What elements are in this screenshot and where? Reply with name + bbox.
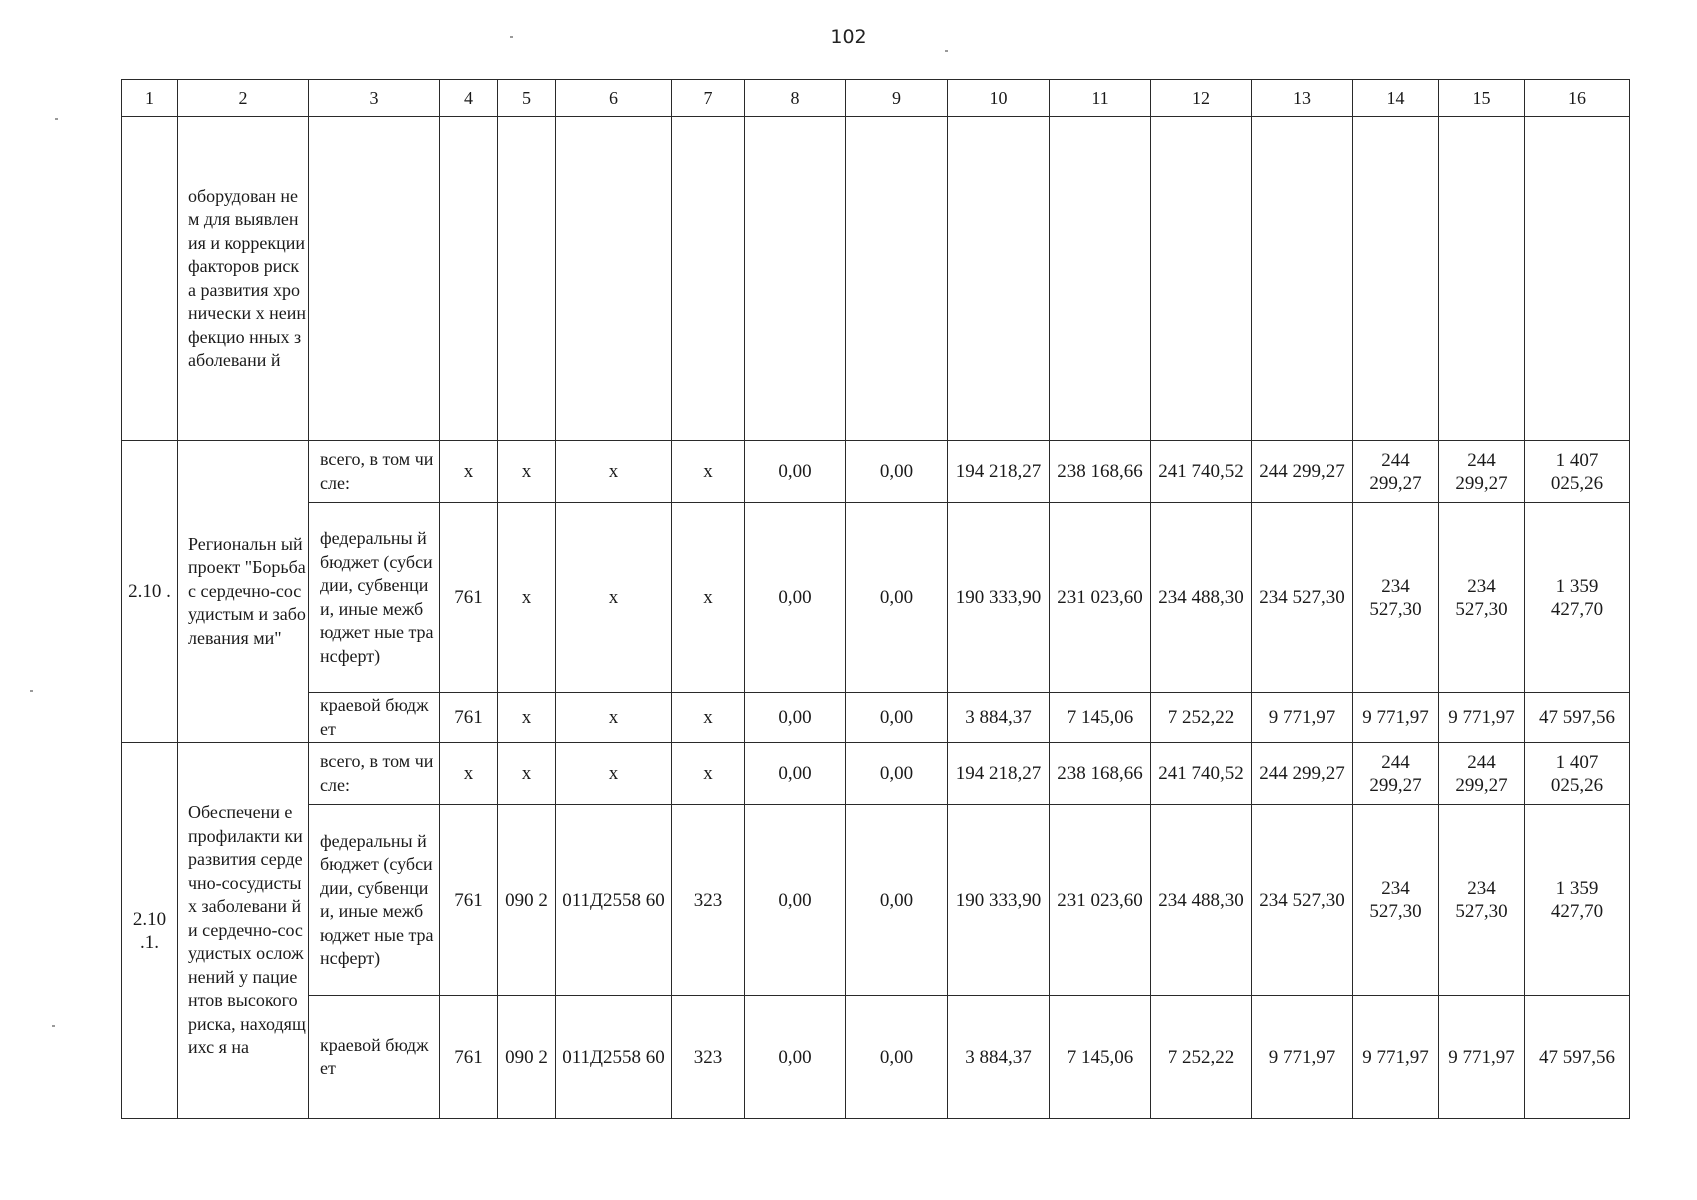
value-cell: x: [498, 743, 556, 805]
value-cell: 9 771,97: [1439, 693, 1525, 743]
row-index-cell: [122, 117, 178, 441]
value-cell: 231 023,60: [1050, 503, 1151, 693]
empty-cell: [1439, 117, 1525, 441]
value-cell: 011Д2558 60: [556, 805, 672, 996]
value-cell: 241 740,52: [1151, 743, 1252, 805]
value-cell: 3 884,37: [948, 693, 1050, 743]
empty-cell: [745, 117, 846, 441]
row-2-10-total: [122, 441, 1630, 503]
value-cell: 234 527,30: [1252, 805, 1353, 996]
header-cell: 14: [1353, 80, 1439, 117]
header-cell: 8: [745, 80, 846, 117]
funding-source-cell: федеральны й бюджет (субсидии, субвенции, иные межбюджет ные трансферт): [309, 805, 440, 996]
value-cell: 0,00: [846, 996, 948, 1119]
value-cell: 190 333,90: [948, 805, 1050, 996]
continuation-row: [122, 117, 1630, 441]
value-cell: 761: [440, 693, 498, 743]
value-cell: 1 407 025,26: [1525, 743, 1630, 805]
empty-cell: [498, 117, 556, 441]
value-cell: 3 884,37: [948, 996, 1050, 1119]
value-cell: 761: [440, 805, 498, 996]
value-cell: x: [672, 503, 745, 693]
value-cell: 0,00: [846, 441, 948, 503]
header-cell: 6: [556, 80, 672, 117]
value-cell: 1 359 427,70: [1525, 503, 1630, 693]
value-cell: x: [556, 743, 672, 805]
header-cell: 12: [1151, 80, 1252, 117]
value-cell: 194 218,27: [948, 743, 1050, 805]
value-cell: 761: [440, 996, 498, 1119]
value-cell: x: [672, 743, 745, 805]
value-cell: 234 527,30: [1252, 503, 1353, 693]
value-cell: x: [498, 441, 556, 503]
header-row: [122, 80, 1630, 117]
value-cell: 323: [672, 805, 745, 996]
value-cell: 7 252,22: [1151, 693, 1252, 743]
header-cell: 3: [309, 80, 440, 117]
empty-cell: [556, 117, 672, 441]
empty-cell: [440, 117, 498, 441]
value-cell: 47 597,56: [1525, 693, 1630, 743]
value-cell: 0,00: [745, 805, 846, 996]
value-cell: 244 299,27: [1353, 743, 1439, 805]
value-cell: 190 333,90: [948, 503, 1050, 693]
value-cell: 0,00: [745, 693, 846, 743]
value-cell: x: [440, 743, 498, 805]
value-cell: 0,00: [745, 743, 846, 805]
header-cell: 7: [672, 80, 745, 117]
budget-table: [121, 79, 1630, 1119]
value-cell: 244 299,27: [1252, 441, 1353, 503]
value-cell: 0,00: [745, 996, 846, 1119]
empty-cell: [672, 117, 745, 441]
header-cell: 9: [846, 80, 948, 117]
header-cell: 4: [440, 80, 498, 117]
value-cell: 0,00: [745, 441, 846, 503]
value-cell: 323: [672, 996, 745, 1119]
header-cell: 11: [1050, 80, 1151, 117]
value-cell: x: [498, 503, 556, 693]
page-number: 102: [830, 26, 867, 48]
funding-source-cell: федеральны й бюджет (субсидии, субвенции, иные межбюджет ные трансферт): [309, 503, 440, 693]
row-2-10-regional: [122, 693, 1630, 743]
value-cell: 234 488,30: [1151, 503, 1252, 693]
value-cell: 234 527,30: [1439, 805, 1525, 996]
value-cell: 244 299,27: [1439, 743, 1525, 805]
value-cell: x: [440, 441, 498, 503]
empty-cell: [846, 117, 948, 441]
value-cell: 090 2: [498, 805, 556, 996]
empty-cell: [1353, 117, 1439, 441]
value-cell: 1 407 025,26: [1525, 441, 1630, 503]
empty-cell: [1525, 117, 1630, 441]
row-2-10-1-federal: [122, 805, 1630, 996]
funding-source-cell: краевой бюджет: [309, 693, 440, 743]
value-cell: 0,00: [846, 693, 948, 743]
value-cell: 011Д2558 60: [556, 996, 672, 1119]
empty-cell: [1050, 117, 1151, 441]
value-cell: x: [498, 693, 556, 743]
value-cell: 244 299,27: [1252, 743, 1353, 805]
header-cell: 16: [1525, 80, 1630, 117]
value-cell: 9 771,97: [1353, 996, 1439, 1119]
value-cell: 761: [440, 503, 498, 693]
value-cell: 9 771,97: [1252, 996, 1353, 1119]
scan-speck: [55, 118, 58, 120]
scan-speck: [510, 36, 513, 38]
value-cell: 7 252,22: [1151, 996, 1252, 1119]
row-index-cell: 2.10 .1.: [122, 743, 178, 1119]
value-cell: 7 145,06: [1050, 996, 1151, 1119]
funding-source-cell: всего, в том числе:: [309, 743, 440, 805]
value-cell: 244 299,27: [1439, 441, 1525, 503]
funding-source-cell: краевой бюджет: [309, 996, 440, 1119]
value-cell: 244 299,27: [1353, 441, 1439, 503]
funding-source-cell: всего, в том числе:: [309, 441, 440, 503]
empty-cell: [1151, 117, 1252, 441]
header-cell: 1: [122, 80, 178, 117]
value-cell: 234 488,30: [1151, 805, 1252, 996]
value-cell: 234 527,30: [1353, 503, 1439, 693]
value-cell: 0,00: [846, 503, 948, 693]
value-cell: 238 168,66: [1050, 441, 1151, 503]
empty-cell: [309, 117, 440, 441]
value-cell: x: [672, 693, 745, 743]
value-cell: x: [556, 693, 672, 743]
header-cell: 10: [948, 80, 1050, 117]
value-cell: 090 2: [498, 996, 556, 1119]
row-2-10-federal: [122, 503, 1630, 693]
header-cell: 15: [1439, 80, 1525, 117]
empty-cell: [948, 117, 1050, 441]
scan-speck: [30, 690, 33, 692]
row-index-cell: 2.10 .: [122, 441, 178, 743]
value-cell: 241 740,52: [1151, 441, 1252, 503]
row-name-cell: Региональн ый проект "Борьба с сердечно-сосудистым и заболевания ми": [178, 441, 309, 743]
value-cell: 7 145,06: [1050, 693, 1151, 743]
value-cell: 238 168,66: [1050, 743, 1151, 805]
header-cell: 2: [178, 80, 309, 117]
value-cell: 0,00: [846, 743, 948, 805]
value-cell: 9 771,97: [1439, 996, 1525, 1119]
header-cell: 5: [498, 80, 556, 117]
value-cell: 1 359 427,70: [1525, 805, 1630, 996]
row-name-cell: оборудован нем для выявления и коррекции факторов риска развития хронически х неинфекцио нных заболевани й: [178, 117, 309, 441]
value-cell: 231 023,60: [1050, 805, 1151, 996]
scan-speck: [945, 50, 948, 52]
row-2-10-1-total: [122, 743, 1630, 805]
value-cell: 0,00: [846, 805, 948, 996]
value-cell: 234 527,30: [1439, 503, 1525, 693]
row-2-10-1-regional: [122, 996, 1630, 1119]
value-cell: 0,00: [745, 503, 846, 693]
empty-cell: [1252, 117, 1353, 441]
row-name-cell: Обеспечени е профилакти ки развития сердечно-сосудистых заболевани й и сердечно-сосудистых осложнений у пациентов высокого риска, находящихс я на: [178, 743, 309, 1119]
value-cell: 194 218,27: [948, 441, 1050, 503]
scan-speck: [52, 1025, 55, 1027]
value-cell: 9 771,97: [1353, 693, 1439, 743]
value-cell: x: [672, 441, 745, 503]
value-cell: 234 527,30: [1353, 805, 1439, 996]
value-cell: 47 597,56: [1525, 996, 1630, 1119]
header-cell: 13: [1252, 80, 1353, 117]
value-cell: x: [556, 441, 672, 503]
value-cell: x: [556, 503, 672, 693]
value-cell: 9 771,97: [1252, 693, 1353, 743]
